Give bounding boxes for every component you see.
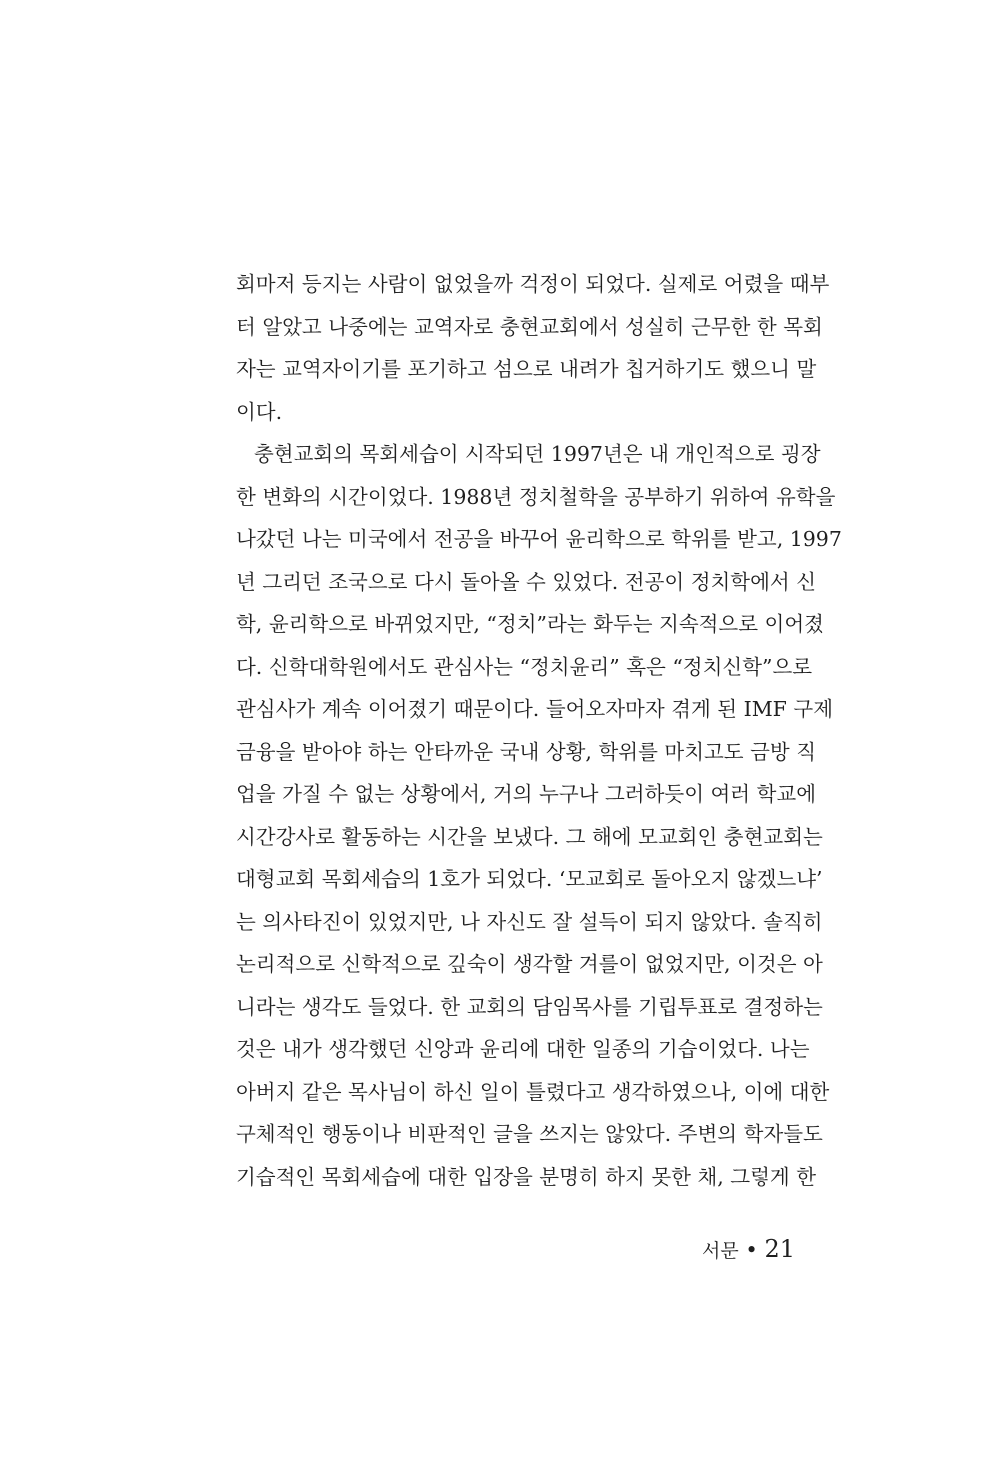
text-line: 대형교회 목회세습의 1호가 되었다. ‘모교회로 돌아오지 않겠느냐’ xyxy=(236,867,823,891)
text-line: 한 변화의 시간이었다. 1988년 정치철학을 공부하기 위하여 유학을 xyxy=(236,484,836,509)
text-line: 아버지 같은 목사님이 하신 일이 틀렸다고 생각하였으나, 이에 대한 xyxy=(236,1079,830,1104)
text-line: 자는 교역자이기를 포기하고 섬으로 내려가 칩거하기도 했으니 말 xyxy=(236,357,817,381)
footer-separator: • xyxy=(745,1238,758,1262)
page-footer xyxy=(702,1235,795,1263)
text-line: 나갔던 나는 미국에서 전공을 바꾸어 윤리학으로 학위를 받고, 1997 xyxy=(236,527,842,551)
text-line: 학, 윤리학으로 바뀌었지만, “정치”라는 화두는 지속적으로 이어졌 xyxy=(236,612,824,636)
text-line: 구체적인 행동이나 비판적인 글을 쓰지는 않았다. 주변의 학자들도 xyxy=(236,1122,823,1146)
text-line: 회마저 등지는 사람이 없었을까 걱정이 되었다. 실제로 어렸을 때부 xyxy=(236,272,830,296)
text-line: 는 의사타진이 있었지만, 나 자신도 잘 설득이 되지 않았다. 솔직히 xyxy=(236,909,823,934)
text-line: 관심사가 계속 이어졌기 때문이다. 들어오자마자 겪게 된 IMF 구제 xyxy=(236,697,834,721)
text-line: 논리적으로 신학적으로 깊숙이 생각할 겨를이 없었지만, 이것은 아 xyxy=(236,952,823,976)
page-number: 21 xyxy=(764,1235,795,1263)
text-line: 것은 내가 생각했던 신앙과 윤리에 대한 일종의 기습이었다. 나는 xyxy=(236,1037,810,1061)
text-line: 터 알았고 나중에는 교역자로 충현교회에서 성실히 근무한 한 목회 xyxy=(236,314,823,339)
text-line: 니라는 생각도 들었다. 한 교회의 담임목사를 기립투표로 결정하는 xyxy=(236,994,823,1019)
body-text xyxy=(236,263,842,1198)
text-line: 업을 가질 수 없는 상황에서, 거의 누구나 그러하듯이 여러 학교에 xyxy=(236,782,817,806)
text-line: 년 그리던 조국으로 다시 돌아올 수 있었다. 전공이 정치학에서 신 xyxy=(236,569,817,594)
section-label: 서문 xyxy=(701,1240,739,1262)
text-line: 다. 신학대학원에서도 관심사는 “정치윤리” 혹은 “정치신학”으로 xyxy=(236,654,813,679)
text-line: 시간강사로 활동하는 시간을 보냈다. 그 해에 모교회인 충현교회는 xyxy=(236,824,823,849)
text-line: 충현교회의 목회세습이 시작되던 1997년은 내 개인적으로 굉장 xyxy=(254,442,821,466)
text-line: 기습적인 목회세습에 대한 입장을 분명히 하지 못한 채, 그렇게 한 xyxy=(236,1164,817,1189)
text-line: 금융을 받아야 하는 안타까운 국내 상황, 학위를 마치고도 금방 직 xyxy=(236,739,817,764)
text-line: 이다. xyxy=(236,399,283,424)
